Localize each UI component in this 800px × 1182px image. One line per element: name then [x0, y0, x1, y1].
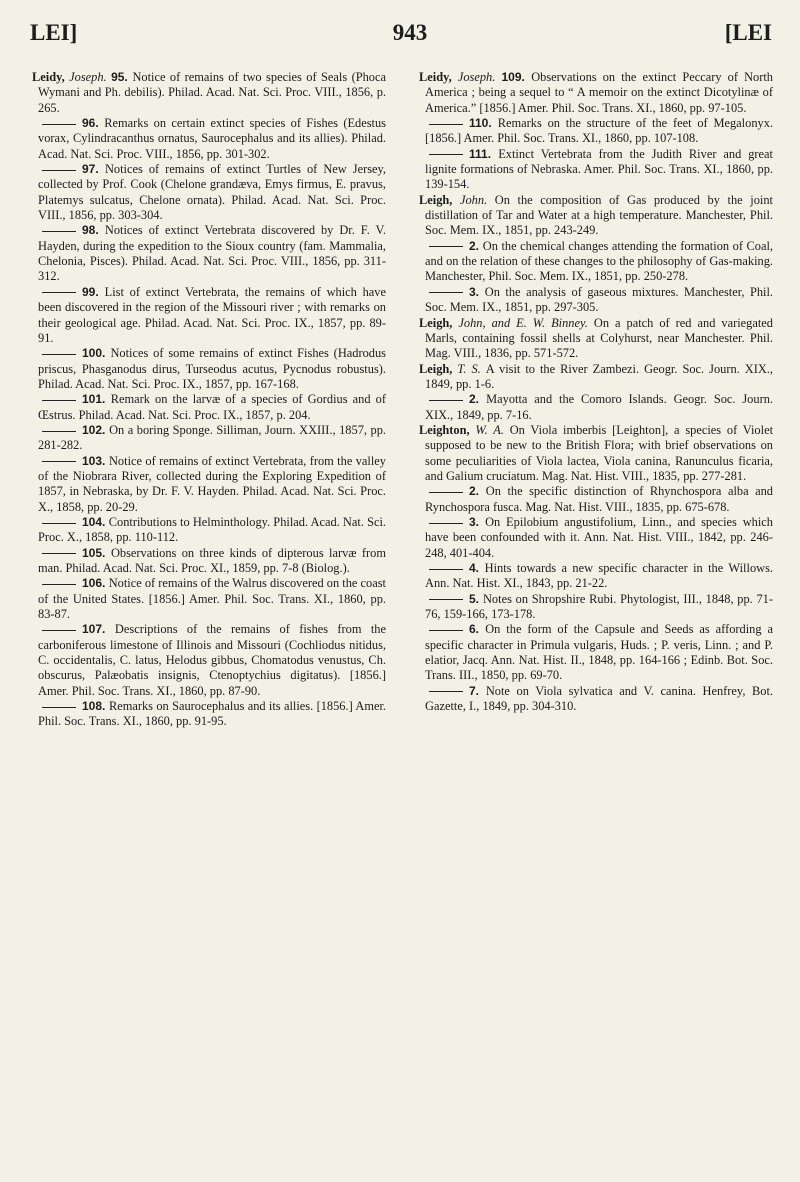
author-first: T. S. — [457, 361, 486, 376]
entry-number: 2. — [469, 484, 486, 499]
ditto-dash — [429, 492, 463, 493]
entry-text: Contributions to Helminthology. Philad. Acad. Nat. Sci. Proc. X., 1858, pp. 110-112. — [38, 514, 386, 545]
ditto-dash — [42, 292, 76, 293]
bibliography-entry — [32, 454, 386, 515]
author-name — [32, 70, 111, 84]
entry-text: A visit to the River Zambezi. Geogr. Soc. Journ. XIX., 1849, pp. 1-6. — [425, 361, 773, 391]
ditto-dash — [429, 292, 463, 293]
ditto-dash — [42, 523, 76, 524]
ditto-dash — [42, 584, 76, 585]
bibliography-entry — [419, 147, 773, 193]
entry-number: 103. — [82, 453, 109, 468]
ditto-dash — [429, 154, 463, 155]
ditto-dash — [42, 553, 76, 554]
bibliography-entry — [419, 484, 773, 515]
entry-number: 110. — [469, 116, 498, 131]
entry-number: 109. — [501, 70, 532, 84]
entry-text: Descriptions of the remains of fishes from the carboniferous limestone of Illinois and Missouri (Cochliodus nitidus, C. occidentalis, C. latus, Helodus gibbus, Chomatodus venustus, Ch. obscurus, Palæobatis insignis, Ctenoptychius digitatus). [1856.] Amer. Phil. Soc. Trans. XI., 1860, pp. 87-90. — [38, 622, 386, 698]
author-last: Leigh, — [419, 361, 458, 376]
bibliography-entry — [32, 285, 386, 346]
ditto-dash — [42, 170, 76, 171]
entry-number: 6. — [469, 622, 486, 637]
entry-number: 3. — [469, 284, 485, 299]
bibliography-entry — [419, 70, 773, 116]
bibliography-entry — [419, 193, 773, 239]
entry-number: 108. — [82, 699, 109, 714]
author-first: John. — [459, 192, 495, 207]
bibliography-entry — [419, 515, 773, 561]
ditto-dash — [42, 431, 76, 432]
bibliography-entry — [419, 561, 773, 592]
entry-text: On the form of the Capsule and Seeds as affording a specific character in Primula vulgaris, Huds. ; P. veris, Linn. ; and P. elatior, Jacq. Ann. Nat. Hist. II., 1848, pp. 164-166 ; Edinb. Bot. Soc. Trans. III., 1850, pp. 69-70. — [425, 622, 773, 683]
ditto-dash — [42, 231, 76, 232]
bibliography-entry — [32, 346, 386, 392]
entry-text: Remarks on certain extinct species of Fishes (Edestus vorax, Cylindracanthus ornatus, Saurocephalus and its allies). Philad. Acad. Nat. Sci. Proc. VIII., 1856, pp. 301-302. — [38, 116, 386, 161]
page-number: 943 — [392, 20, 428, 45]
entry-text: Notes on Shropshire Rubi. Phytologist, III., 1848, pp. 71-76, 159-166, 173-178. — [425, 591, 774, 622]
ditto-dash — [429, 599, 463, 600]
author-name — [419, 70, 501, 84]
bibliography-entry — [32, 223, 386, 284]
bibliography-entry — [32, 392, 386, 423]
bibliography-entry — [32, 515, 386, 546]
entry-text: On the specific distinction of Rhynchospora alba and Rynchospora fusca. Mag. Nat. Hist. VIII., 1835, pp. 675-678. — [425, 484, 773, 514]
entry-number: 95. — [111, 70, 133, 84]
entry-number: 102. — [82, 422, 110, 437]
entry-number: 97. — [82, 162, 105, 177]
bibliography-entry — [419, 362, 773, 393]
bibliography-entry — [419, 116, 773, 147]
bibliography-entry — [419, 592, 773, 623]
entry-number: 106. — [82, 576, 109, 591]
entry-text: Notice of remains of extinct Vertebrata, from the valley of the Niobrara River, collected during the Exploring Expedition of 1857, in Nebraska, by Dr. F. V. Hayden. Philad. Acad. Nat. Sci. Proc. X., 1858, pp. 20-29. — [38, 453, 386, 514]
ditto-dash — [429, 246, 463, 247]
entry-number: 2. — [469, 392, 487, 407]
author-last: Leighton, — [419, 422, 476, 437]
bibliography-entry — [32, 162, 386, 223]
ditto-dash — [42, 630, 76, 631]
entry-number: 7. — [469, 683, 486, 698]
bibliography-entry — [419, 392, 773, 423]
author-last: Leigh, — [419, 315, 459, 330]
bibliography-entry — [419, 622, 773, 683]
entry-text: Hints towards a new specific character in the Willows. Ann. Nat. Hist. XI., 1843, pp. 21-22. — [425, 561, 774, 591]
entry-text: Remark on the larvæ of a species of Gordius and of Œstrus. Philad. Acad. Nat. Sci. Proc. IX., 1857, p. 204. — [38, 392, 386, 422]
entry-text: Mayotta and the Comoro Islands. Geogr. Soc. Journ. XIX., 1849, pp. 7-16. — [425, 392, 773, 422]
ditto-dash — [429, 523, 463, 524]
entry-text: On Epilobium angustifolium, Linn., and species which have been confounded with it. Ann. Nat. Hist. VIII., 1842, pp. 246-248, 401-404. — [425, 514, 773, 560]
author-name — [419, 362, 486, 376]
entry-text: Observations on the extinct Peccary of North America ; being a sequel to “ A memoir on the extinct Dicotylinæ of America.” [1856.] Amer. Phil. Soc. Trans. XI., 1860, pp. 97-105. — [425, 70, 774, 115]
entry-number: 111. — [469, 146, 499, 161]
bibliography-entry — [32, 116, 386, 162]
entry-text: Remarks on the structure of the feet of Megalonyx. [1856.] Amer. Phil. Soc. Trans. XI., 1860, pp. 107-108. — [425, 116, 774, 146]
ditto-dash — [42, 461, 76, 462]
entry-number: 105. — [82, 545, 111, 560]
entry-text: Notice of remains of the Walrus discovered on the coast of the United States. [1856.] Amer. Phil. Soc. Trans. XI., 1860, pp. 83-87. — [38, 576, 386, 622]
entry-text: Notices of remains of extinct Turtles of New Jersey, collected by Prof. Cook (Chelone grandæva, Emys firmus, E. pravus, Platemys sulcatus, Chelone ornata). Philad. Acad. Nat. Sci. Proc. VIII., 1856, pp. 303-304. — [38, 162, 387, 223]
header-right: [LEI — [724, 20, 772, 45]
author-first: W. A. — [475, 422, 510, 437]
bibliography-entry — [32, 699, 386, 730]
bibliography-entry — [419, 285, 773, 316]
entry-number: 4. — [469, 561, 485, 575]
entry-number: 104. — [82, 514, 109, 529]
entry-text: On the chemical changes attending the formation of Coal, and on the relation of these changes to the philosophy of Gas-making. Manchester, Phil. Soc. Mem. IX., 1851, pp. 250-278. — [425, 238, 773, 284]
bibliography-entry — [32, 576, 386, 622]
ditto-dash — [429, 569, 463, 570]
entry-number: 101. — [82, 392, 111, 407]
entry-text: Notice of remains of two species of Seals (Phoca Wymani and Ph. debilis). Philad. Acad. Nat. Sci. Proc. VIII., 1856, p. 265. — [38, 70, 386, 115]
entry-text: Extinct Vertebrata from the Judith River and great lignite formations of Nebraska. Amer. Phil. Soc. Trans. XI., 1860, pp. 139-154. — [425, 146, 773, 192]
author-last: Leidy, — [32, 70, 70, 84]
bibliography-entry — [419, 239, 773, 285]
left-column — [32, 70, 386, 730]
entry-text: On the analysis of gaseous mixtures. Manchester, Phil. Soc. Mem. IX., 1851, pp. 297-305. — [425, 284, 774, 315]
bibliography-entry — [419, 423, 773, 484]
bibliography-entry — [32, 622, 386, 699]
entry-text: Remarks on Saurocephalus and its allies. [1856.] Amer. Phil. Soc. Trans. XI., 1860, pp. 91-95. — [38, 699, 386, 729]
ditto-dash — [429, 691, 463, 692]
author-last: Leigh, — [419, 192, 460, 207]
ditto-dash — [429, 630, 463, 631]
ditto-dash — [42, 400, 76, 401]
entry-number: 5. — [469, 591, 483, 606]
bibliography-entry — [419, 684, 773, 715]
entry-number: 96. — [82, 116, 105, 131]
author-first: Joseph. — [69, 70, 112, 84]
bibliography-entry — [32, 546, 386, 577]
author-name — [419, 193, 495, 207]
entry-text: Notices of extinct Vertebrata discovered by Dr. F. V. Hayden, during the expedition to the Sioux country (fam. Mammalia, Chelonia, Pisces). Philad. Acad. Nat. Sci. Proc. VIII., 1856, pp. 311-312. — [38, 223, 386, 284]
entry-text: List of extinct Vertebrata, the remains of which have been discovered in the region of the Missouri river ; with remarks on their geological age. Philad. Acad. Nat. Sci. Proc. IX., 1857, pp. 89-91. — [38, 284, 386, 345]
entry-text: Notices of some remains of extinct Fishes (Hadrodus priscus, Phasganodus dirus, Turseodus acutus, Pycnodus robustus). Philad. Acad. Nat. Sci. Proc. IX., 1857, pp. 167-168. — [38, 346, 386, 391]
entry-number: 3. — [469, 514, 486, 529]
entry-number: 2. — [469, 238, 483, 253]
entry-text: On Viola imberbis [Leighton], a species of Violet supposed to be new to the British Flora; with brief observations on some peculiarities of Viola lactea, Viola canina, Ranunculus ficaria, and Galium cruciatum. Mag. Nat. Hist. VIII., 1835, pp. 277-281. — [425, 422, 774, 483]
author-name — [419, 423, 510, 437]
entry-number: 107. — [82, 622, 115, 637]
ditto-dash — [42, 124, 76, 125]
ditto-dash — [42, 707, 76, 708]
author-first: John, and E. W. Binney. — [458, 315, 594, 330]
entry-text: On the composition of Gas produced by the joint distillation of Tar and Water at a high temperature. Manchester, Phil. Soc. Mem. IX., 1851, pp. 243-249. — [425, 192, 773, 238]
entry-number: 98. — [82, 223, 105, 238]
page-header — [0, 20, 800, 60]
entry-number: 100. — [82, 346, 111, 361]
entry-text: On a patch of red and variegated Marls, containing fossil shells at Colyhurst, near Manchester. Phil. Mag. VIII., 1836, pp. 571-572. — [425, 315, 773, 361]
author-first: Joseph. — [457, 70, 502, 84]
bibliography-entry — [32, 423, 386, 454]
ditto-dash — [429, 124, 463, 125]
ditto-dash — [42, 354, 76, 355]
entry-text: On a boring Sponge. Silliman, Journ. XXIII., 1857, pp. 281-282. — [38, 422, 386, 453]
entry-text: Note on Viola sylvatica and V. canina. Henfrey, Bot. Gazette, I., 1849, pp. 304-310. — [425, 683, 773, 714]
author-last: Leidy, — [419, 70, 458, 84]
entry-text: Observations on three kinds of dipterous larvæ from man. Philad. Acad. Nat. Sci. Proc. XI., 1859, pp. 7-8 (Biolog.). — [38, 545, 386, 575]
author-name — [419, 316, 594, 330]
bibliography-entry — [32, 70, 386, 116]
ditto-dash — [429, 400, 463, 401]
right-column — [419, 70, 773, 714]
header-left: LEI] — [30, 20, 78, 45]
bibliography-entry — [419, 316, 773, 362]
entry-number: 99. — [82, 284, 105, 299]
